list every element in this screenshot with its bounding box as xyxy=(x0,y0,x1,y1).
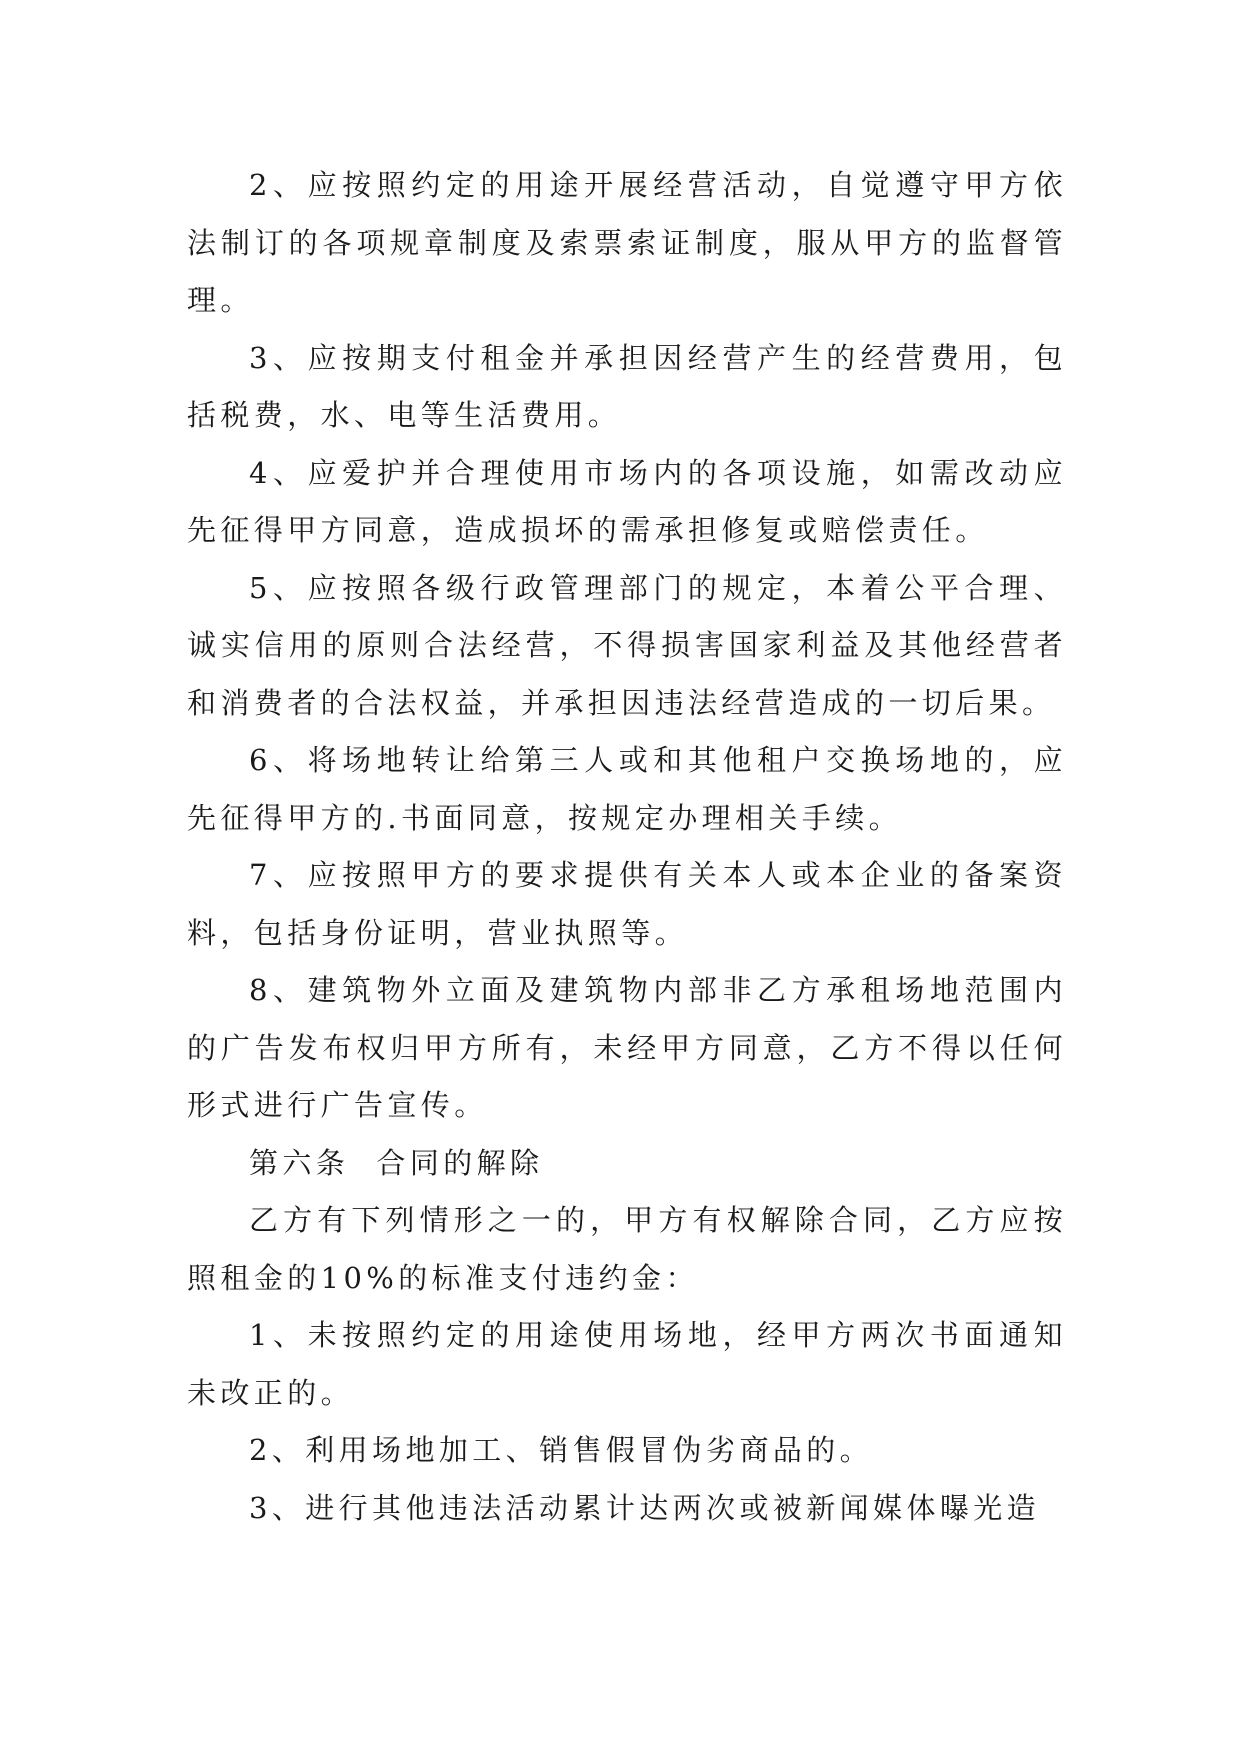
clause-4: 4、应爱护并合理使用市场内的各项设施，如需改动应先征得甲方同意，造成损坏的需承担修复或赔偿责任。 xyxy=(187,455,1067,547)
termination-item-3: 3、进行其他违法活动累计达两次或被新闻媒体曝光造 xyxy=(249,1490,1041,1525)
clause-2: 2、应按照约定的用途开展经营活动，自觉遵守甲方依法制订的各项规章制度及索票索证制度，服从甲方的监督管理。 xyxy=(187,168,1067,317)
termination-item-2: 2、利用场地加工、销售假冒伪劣商品的。 xyxy=(249,1433,874,1467)
clause-5: 5、应按照各级行政管理部门的规定，本着公平合理、诚实信用的原则合法经营，不得损害国家利益及其他经营者和消费者的合法权益，并承担因违法经营造成的一切后果。 xyxy=(187,570,1067,720)
section-heading: 第六条 合同的解除 xyxy=(249,1145,544,1180)
termination-intro: 乙方有下列情形之一的，甲方有权解除合同，乙方应按照租金的10%的标准支付违约金： xyxy=(187,1203,1067,1295)
document-body xyxy=(187,157,1067,1537)
clause-7: 7、应按照甲方的要求提供有关本人或本企业的备案资料，包括身份证明，营业执照等。 xyxy=(187,858,1067,950)
termination-item-1: 1、未按照约定的用途使用场地，经甲方两次书面通知未改正的。 xyxy=(187,1318,1067,1410)
clause-3: 3、应按期支付租金并承担因经营产生的经营费用，包括税费，水、电等生活费用。 xyxy=(187,340,1067,432)
clause-8: 8、建筑物外立面及建筑物内部非乙方承租场地范围内的广告发布权归甲方所有，未经甲方同意，乙方不得以任何形式进行广告宣传。 xyxy=(187,973,1067,1122)
clause-6: 6、将场地转让给第三人或和其他租户交换场地的，应先征得甲方的.书面同意，按规定办理相关手续。 xyxy=(187,743,1067,835)
